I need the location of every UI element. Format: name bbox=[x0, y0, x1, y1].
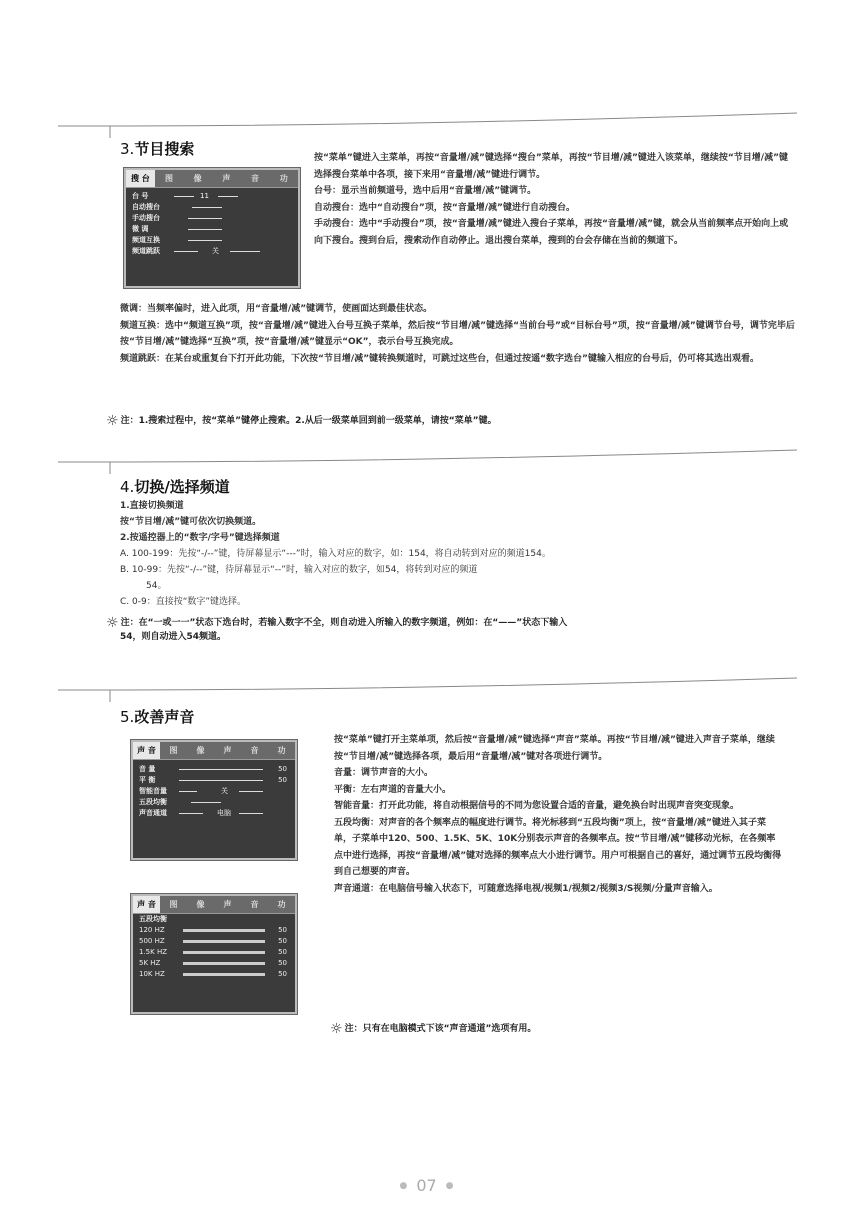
section-3-full-text bbox=[120, 301, 796, 367]
menu-row: 声音通道 电脑 bbox=[133, 808, 295, 819]
section-5-title: 5.改善声音 bbox=[120, 708, 195, 726]
menu-row: 手动搜台 bbox=[126, 213, 298, 224]
menu-row: 120 HZ 50 bbox=[139, 926, 287, 934]
search-menu-image bbox=[124, 168, 300, 288]
paragraph: 平衡：左右声道的音量大小。 bbox=[334, 784, 452, 795]
section-4-title: 4.切换/选择频道 bbox=[120, 478, 230, 496]
paragraph: 微调：当频率偏时，进入此项，用“音量增/减”键调节，使画面达到最佳状态。 bbox=[120, 304, 433, 314]
paragraph: 手动搜台：选中“手动搜台”项，按“音量增/减”键进入搜台子菜单，再按“音量增/减”键，就会从当前频率点开始向上或向下搜台。搜到台后，搜索动作自动停止。退出搜台菜单，搜到的台会存储在当前的频道下。 bbox=[314, 219, 789, 246]
bullet-icon: ● bbox=[399, 1181, 408, 1191]
paragraph: 声音通道：在电脑信号输入状态下，可随意选择电视/视频1/视频2/视频3/S视频/分量声音输入。 bbox=[334, 883, 718, 894]
note-sun-icon: ☼ bbox=[106, 615, 119, 631]
note-sun-icon: ☼ bbox=[330, 1021, 343, 1037]
menu-row: 10K HZ 50 bbox=[139, 970, 287, 978]
section-4-text: 1.直接切换频道 按“节目增/减”键可依次切换频道。 2.按遥控器上的“数字/字号”键选择频道 A. 100-199：先按“-/--”键，待屏幕显示“---”时，输入对应的数字，如：154，将自动转到对应的频道154。 B. 10-99：先按“-/--”键，待屏幕显示“--”时，输入对应的数字，如54，将转到对应的频道 54。 C. 0-9：直接按“数字”键选择。 bbox=[120, 501, 551, 607]
menu-row: 音 量 50 bbox=[139, 765, 287, 773]
equalizer-title: 五段均衡 bbox=[139, 915, 167, 923]
equalizer-menu-image bbox=[131, 894, 297, 1014]
menu-row: 1.5K HZ 50 bbox=[139, 948, 287, 956]
paragraph: 按“菜单”键打开主菜单项，然后按“音量增/减”键选择“声音”菜单。再按“节目增/减”键进入声音子菜单，继续按“节目增/减”键选择各项，最后用“音量增/减”键对各项进行调节。 bbox=[334, 735, 775, 762]
menu-row: 5K HZ 50 bbox=[139, 959, 287, 967]
sound-menu-image bbox=[131, 740, 297, 860]
menu-row: 500 HZ 50 bbox=[139, 937, 287, 945]
section-5-text bbox=[334, 732, 782, 897]
menu-row: 微 调 bbox=[126, 224, 298, 235]
menu-tabs: 声 音 图 像 声 音 功 bbox=[133, 742, 295, 760]
menu-tabs: 搜 台 图 像 声 音 功 bbox=[126, 170, 298, 188]
section-3-title: 3.节目搜索 bbox=[120, 140, 195, 158]
paragraph: 频道跳跃：在某台或重复台下打开此功能，下次按“节目增/减”键转换频道时，可跳过这些台，但通过按遥“数字选台”键输入相应的台号后，仍可将其选出观看。 bbox=[120, 353, 759, 364]
paragraph: 自动搜台：选中“自动搜台”项，按“音量增/减”键进行自动搜台。 bbox=[314, 202, 575, 213]
bullet-icon: ● bbox=[445, 1181, 454, 1191]
menu-row: 自动搜台 bbox=[126, 202, 298, 213]
paragraph: 频道互换：选中“频道互换”项，按“音量增/减”键进入台号互换子菜单，然后按“节目增/减”键选择“当前台号”或“目标台号”项，按“音量增/减”键调节台号，调节完毕后按“节目增/减”键选择“互换”项，按“音量增/减”键显示“OK”，表示台号互换完成。 bbox=[120, 320, 795, 347]
menu-row: 五段均衡 bbox=[133, 797, 295, 808]
section-5-note: ☼ 注：只有在电脑模式下该“声音通道”选项有用。 bbox=[330, 1021, 537, 1037]
paragraph: 按“菜单”键进入主菜单，再按“音量增/减”键选择“搜台”菜单，再按“节目增/减”键进入该菜单，继续按“节目增/减”键选择搜台菜单中各项，接下来用“音量增/减”键进行调节。 bbox=[314, 153, 789, 180]
section-3-right-text bbox=[314, 150, 796, 249]
paragraph: 五段均衡：对声音的各个频率点的幅度进行调节。将光标移到“五段均衡”项上，按“音量增/减”键进入其子菜单，子菜单中120、500、1.5K、5K、10K分别表示声音的各频率点。按“节目增/减”键移动光标，在各频率点中进行选择，再按“音量增/减”键对选择的频率点大小进行调节。用户可根据自己的喜好，通过调节五段均衡得到自己想要的声音。 bbox=[334, 817, 782, 877]
menu-row: 台 号 11 bbox=[126, 191, 298, 202]
menu-row: 智能音量 关 bbox=[133, 786, 295, 797]
paragraph: 智能音量：打开此功能，将自动根据信号的不同为您设置合适的音量，避免换台时出现声音突变现象。 bbox=[334, 801, 740, 811]
section-4-note: ☼ 注：在“一或一一”状态下选台时，若输入数字不全，则自动进入所输入的数字频道，例如：在“——”状态下输入 54，则自动进入54频道。 bbox=[106, 615, 568, 642]
menu-row: 频道互换 bbox=[126, 235, 298, 246]
page-number: ● 07 ● bbox=[399, 1176, 454, 1195]
menu-row: 平 衡 50 bbox=[139, 776, 287, 784]
paragraph: 台号：显示当前频道号，选中后用“音量增/减”键调节。 bbox=[314, 186, 537, 196]
section-3-note: ☼ 注：1.搜索过程中，按“菜单”键停止搜索。2.从后一级菜单回到前一级菜单，请按“菜单”键。 bbox=[106, 413, 497, 429]
paragraph: 音量：调节声音的大小。 bbox=[334, 768, 434, 778]
menu-tabs: 声 音 图 像 声 音 功 bbox=[133, 896, 295, 914]
note-sun-icon: ☼ bbox=[106, 413, 119, 429]
menu-row: 频道跳跃 关 bbox=[126, 246, 298, 257]
